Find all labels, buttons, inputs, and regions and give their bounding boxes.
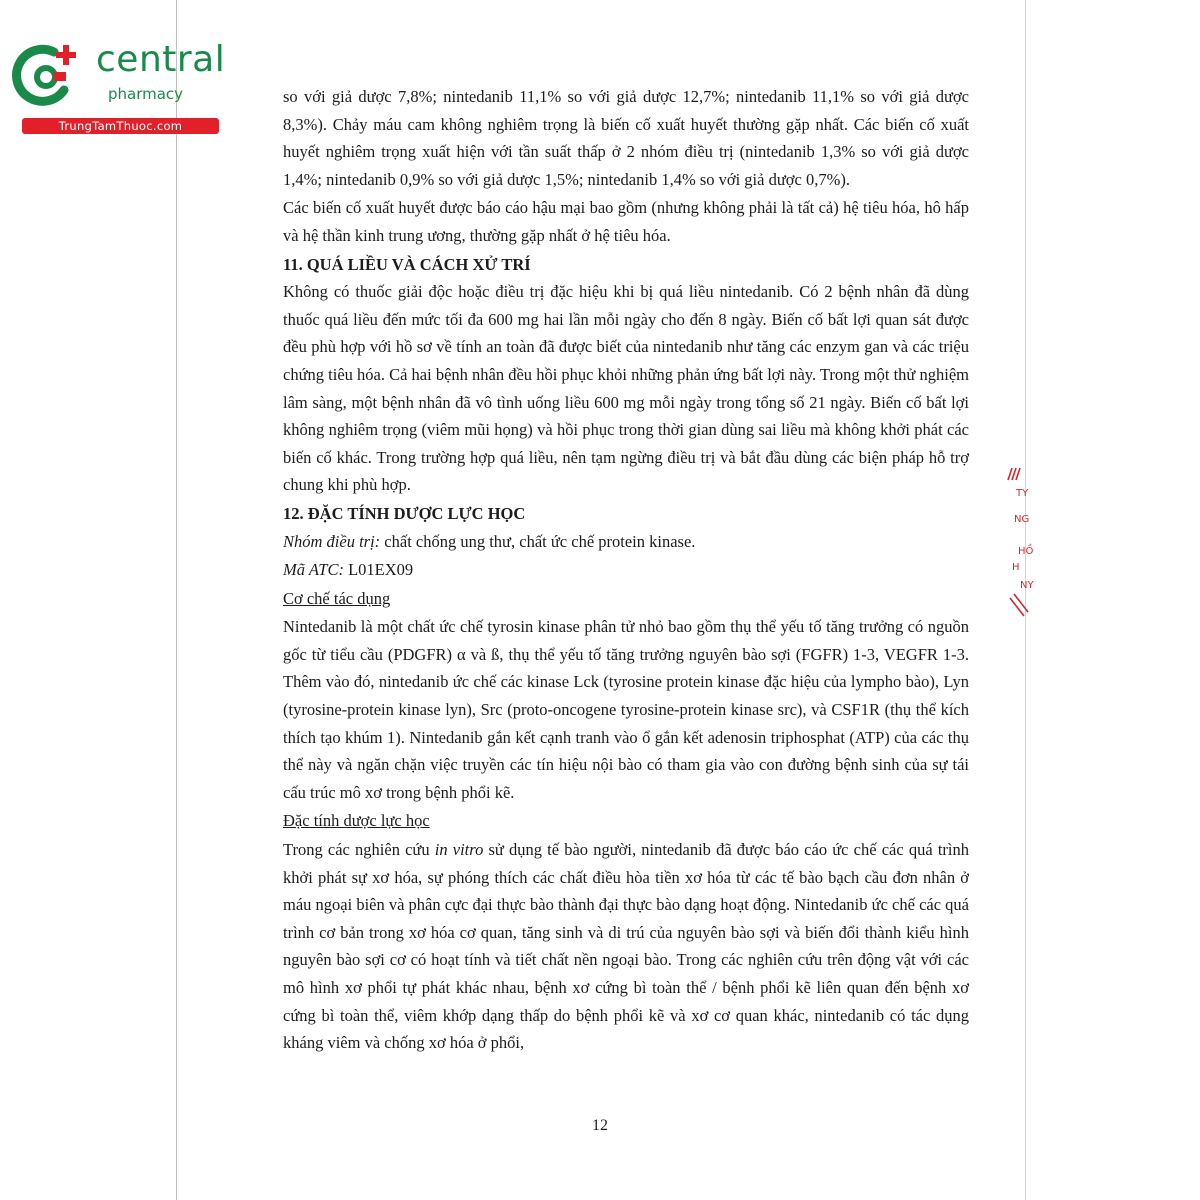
document-body	[283, 83, 969, 1058]
continuation-paragraph-2: Các biến cố xuất huyết được báo cáo hậu mại bao gồm (nhưng không phải là tất cả) hệ tiêu hóa, hô hấp và hệ thần kinh trung ương, thường gặp nhất ở hệ tiêu hóa.	[283, 198, 969, 245]
red-seal-stamp-icon	[998, 462, 1042, 620]
atc-code-label: Mã ATC:	[283, 560, 344, 580]
atc-code-value: L01EX09	[343, 560, 414, 580]
central-pharmacy-c-plus-icon	[10, 38, 82, 110]
pharmacodynamics-intro: Trong các nghiên cứu	[283, 840, 435, 860]
therapeutic-group-line	[283, 528, 969, 556]
central-pharmacy-logo	[10, 38, 226, 138]
pharmacodynamics-in-vitro: in vitro	[434, 840, 484, 860]
mechanism-heading: Cơ chế tác dụng	[283, 588, 391, 608]
logo-website: TrungTamThuoc.com	[22, 118, 219, 134]
section-11-heading: 11. QUÁ LIỀU VÀ CÁCH XỬ TRÍ	[283, 254, 531, 274]
mechanism-body: Nintedanib là một chất ức chế tyrosin kinase phân tử nhỏ bao gồm thụ thể yếu tố tăng trưởng có nguồn gốc từ tiểu cầu (PDGFR) α và ß, thụ thể yếu tố tăng trưởng nguyên bào sợi (FGFR) 1-3, VEGFR 1-3. Thêm vào đó, nintedanib ức chế các kinase Lck (tyrosine protein kinase đặc hiệu của lympho bào), Lyn (tyrosine-protein kinase lyn), Src (proto-oncogene tyrosine-protein kinase src), và CSF1R (thụ thể kích thích tạo khúm 1). Nintedanib gắn kết cạnh tranh vào ổ gắn kết adenosin triphosphat (ATP) của các thụ thể này và ngăn chặn việc truyền các tín hiệu nội bào có tham gia vào con đường bệnh sinh của sự tái cấu trúc mô xơ trong bệnh phổi kẽ.	[283, 617, 969, 802]
logo-brand-name: central	[96, 39, 226, 80]
pharmacodynamics-heading: Đặc tính dược lực học	[283, 811, 430, 831]
stamp-fragment-3: HỒ	[1018, 546, 1034, 557]
pharmacodynamics-rest: sử dụng tế bào người, nintedanib đã được báo cáo ức chế các quá trình khởi phát sự xơ hóa, sự phóng thích các chất điều hòa tiền xơ hóa từ các tế bào bạch cầu đơn nhân ở máu ngoại biên và phân cực đại thực bào thành đại thực bào dạng hoạt động. Nintedanib ức chế các quá trình cơ bản trong xơ hóa cơ quan, tăng sinh và di trú của nguyên bào sợi và biến đổi thành kiểu hình nguyên bào sợi cơ có hoạt tính và tiết chất nền ngoại bào. Trong các nghiên cứu trên động vật với các mô hình xơ phổi tự phát khác nhau, bệnh xơ cứng bì toàn thể / bệnh phổi kẽ liên quan đến bệnh xơ cứng bì toàn thể, viêm khớp dạng thấp do bệnh phổi kẽ và xơ cơ quan khác, nintedanib có tác dụng kháng viêm và chống xơ hóa ở phổi,	[283, 840, 969, 1053]
continuation-paragraph-1: so với giả dược 7,8%; nintedanib 11,1% so với giả dược 12,7%; nintedanib 11,1% so với giả dược 8,3%). Chảy máu cam không nghiêm trọng là biến cố xuất huyết thường gặp nhất. Các biến cố xuất huyết nghiêm trọng xuất hiện với tần suất thấp ở 2 nhóm điều trị (nintedanib 1,3% so với giả dược 1,4%; nintedanib 0,9% so với giả dược 1,5%; nintedanib 1,4% so với giả dược 0,7%).	[283, 87, 969, 189]
therapeutic-group-label: Nhóm điều trị:	[283, 531, 381, 551]
stamp-fragment-1: TY	[1016, 488, 1029, 499]
section-11-body: Không có thuốc giải độc hoặc điều trị đặc hiệu khi bị quá liều nintedanib. Có 2 bệnh nhân đã dùng thuốc quá liều đến mức tối đa 600 mg hai lần mỗi ngày cho đến 8 ngày. Biến cố bất lợi quan sát được đều phù hợp với hồ sơ về tính an toàn đã được biết của nintedanib như tăng các enzym gan và các triệu chứng tiêu hóa. Cả hai bệnh nhân đều hồi phục khỏi những phản ứng bất lợi này. Trong một thử nghiệm lâm sàng, một bệnh nhân đã vô tình uống liều 600 mg mỗi ngày trong tổng số 21 ngày. Biến cố bất lợi không nghiêm trọng (viêm mũi họng) và hồi phục trong thời gian dùng sai liều mà không khởi phát các biến cố khác. Trong trường hợp quá liều, nên tạm ngừng điều trị và bắt đầu dùng các biện pháp hỗ trợ chung khi phù hợp.	[283, 282, 969, 495]
therapeutic-group-value: chất chống ung thư, chất ức chế protein kinase.	[380, 531, 696, 551]
logo-subtitle: pharmacy	[108, 85, 184, 103]
stamp-fragment-5: NY	[1020, 580, 1034, 591]
pharmacodynamics-body	[283, 836, 969, 1057]
section-12-heading: 12. ĐẶC TÍNH DƯỢC LỰC HỌC	[283, 503, 526, 523]
atc-code-line	[283, 556, 969, 584]
stamp-fragment-2: NG	[1014, 514, 1030, 525]
stamp-fragment-4: H	[1012, 562, 1020, 573]
page-number: 12	[592, 1117, 608, 1134]
